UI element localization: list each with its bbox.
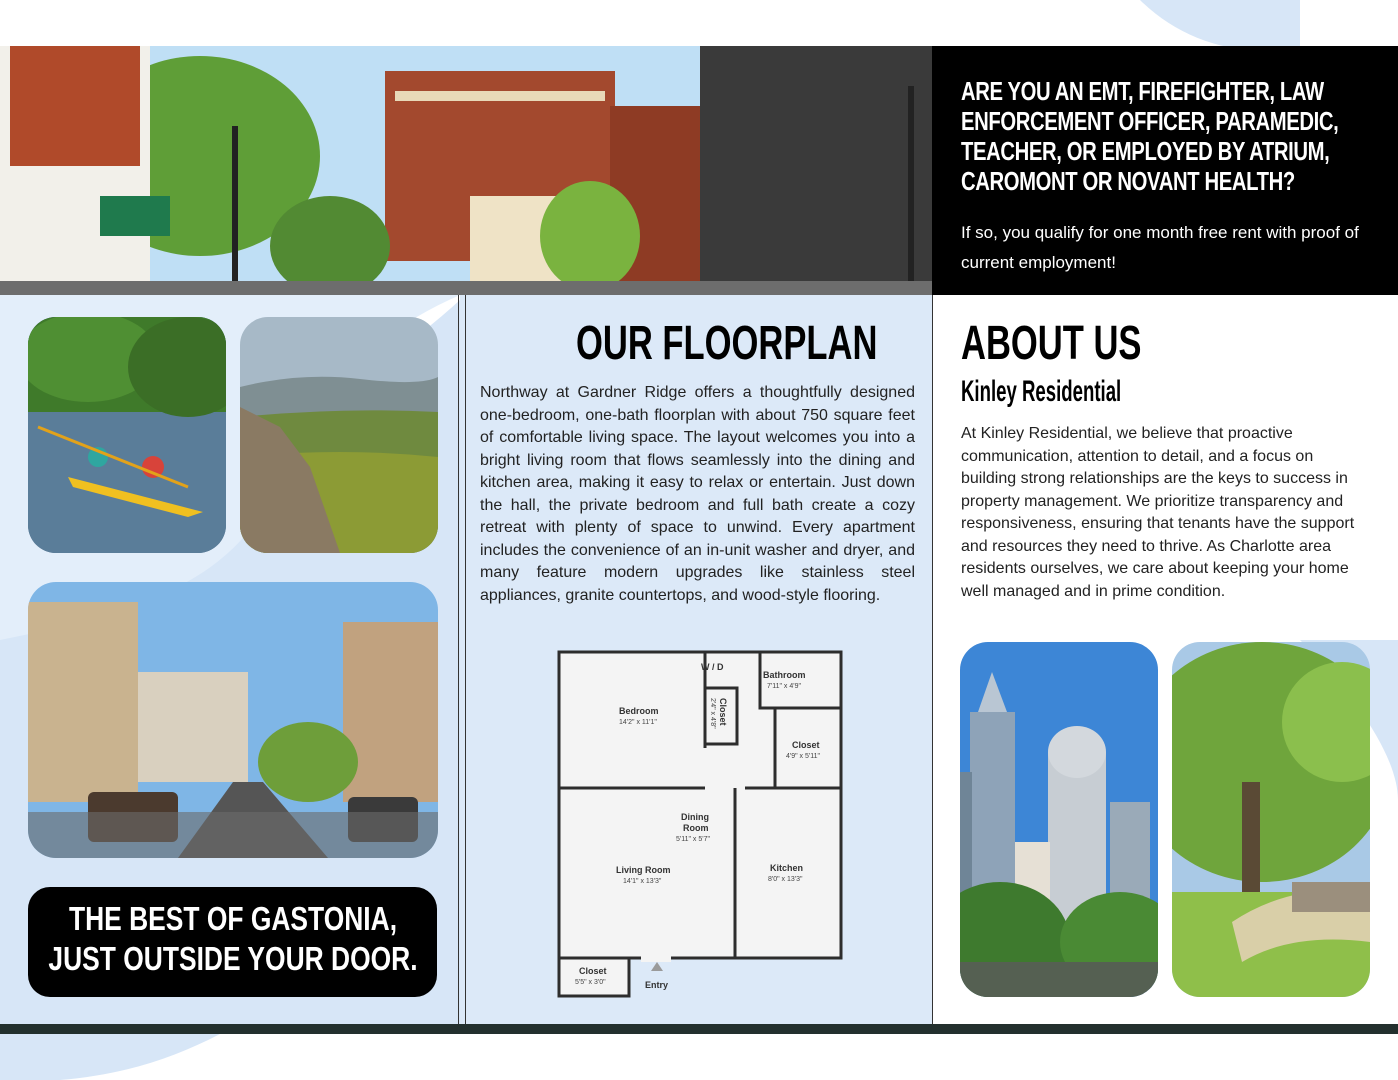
divider-right [932, 295, 933, 1024]
divider-left [458, 295, 459, 1024]
charlotte-skyline-photo [960, 642, 1158, 997]
kayaking-photo [28, 317, 226, 553]
about-description: At Kinley Residential, we believe that proactive communication, attention to detail, and a focus on building strong relationships are the keys to success in property management. We prioritize transparency and responsiveness, ensuring that tenants have the support and resources they need to thrive. As Charlotte area residents ourselves, we care about keeping your home well managed and in prime condition. [961, 425, 1355, 600]
fp-closet-vertical-dim: 2'4" x 4'8" [709, 698, 716, 729]
fp-kitchen-label: Kitchen [770, 863, 804, 873]
tagline-text: THE BEST OF GASTONIA, JUST OUTSIDE YOUR DOOR. [48, 900, 418, 977]
downtown-street-photo [0, 46, 932, 295]
fp-wd-label: W / D [701, 662, 724, 672]
fp-dining-dim: 5'11" x 5'7" [676, 836, 710, 843]
callout-heading: ARE YOU AN EMT, FIREFIGHTER, LAW ENFORCEMENT OFFICER, PARAMEDIC, TEACHER, OR EMPLOYED BY ATRIUM, CAROMONT OR NOVANT HEALTH? [961, 76, 1339, 196]
floorplan-description: Northway at Gardner Ridge offers a thoughtfully designed one-bedroom, one-bath floorplan with about 750 square feet of comfortable living space. The layout welcomes you into a bright living room that flows seamlessly into the dining and kitchen area, making it easy to relax or entertain. Just down the hall, the private bedroom and full bath create a cozy retreat with plenty of space to unwind. Every apartment includes the convenience of an in-unit washer and dryer, and many feature modern upgrades like stainless steel appliances, granite countertops, and wood-style flooring. [480, 384, 915, 604]
fp-living-label: Living Room [616, 865, 671, 875]
first-responder-callout [932, 46, 1398, 295]
main-street-photo [28, 582, 438, 858]
divider-left-inner [465, 295, 466, 1024]
floorplan-heading: OUR FLOORPLAN [576, 317, 878, 370]
fp-living-dim: 14'1" x 13'3" [623, 878, 662, 885]
fp-entry-label: Entry [645, 980, 669, 990]
fp-bedroom-dim: 14'2" x 11'1" [619, 719, 657, 726]
fp-bathroom-label: Bathroom [763, 670, 806, 680]
floorplan-diagram [555, 648, 845, 1000]
park-trees-photo [1172, 642, 1370, 997]
about-subheading: Kinley Residential [961, 375, 1122, 408]
fp-bathroom-dim: 7'11" x 4'9" [767, 683, 801, 690]
footer-bar [0, 1024, 1398, 1034]
fp-closet-right-dim: 4'9" x 5'11" [786, 753, 820, 760]
tagline-box [28, 887, 437, 997]
fp-dining-label-2: Room [683, 823, 709, 833]
mountain-overlook-photo [240, 317, 438, 553]
fp-dining-label: Dining [681, 812, 709, 822]
callout-body: If so, you qualify for one month free rent with proof of current employment! [961, 223, 1359, 272]
fp-kitchen-dim: 8'0" x 13'3" [768, 876, 803, 883]
fp-closet-vertical-label: Closet [718, 698, 728, 726]
fp-closet-entry-label: Closet [579, 966, 607, 976]
fp-closet-entry-dim: 5'5" x 3'0" [575, 979, 606, 986]
about-heading: ABOUT US [961, 317, 1142, 370]
fp-bedroom-label: Bedroom [619, 706, 659, 716]
fp-closet-right-label: Closet [792, 740, 820, 750]
